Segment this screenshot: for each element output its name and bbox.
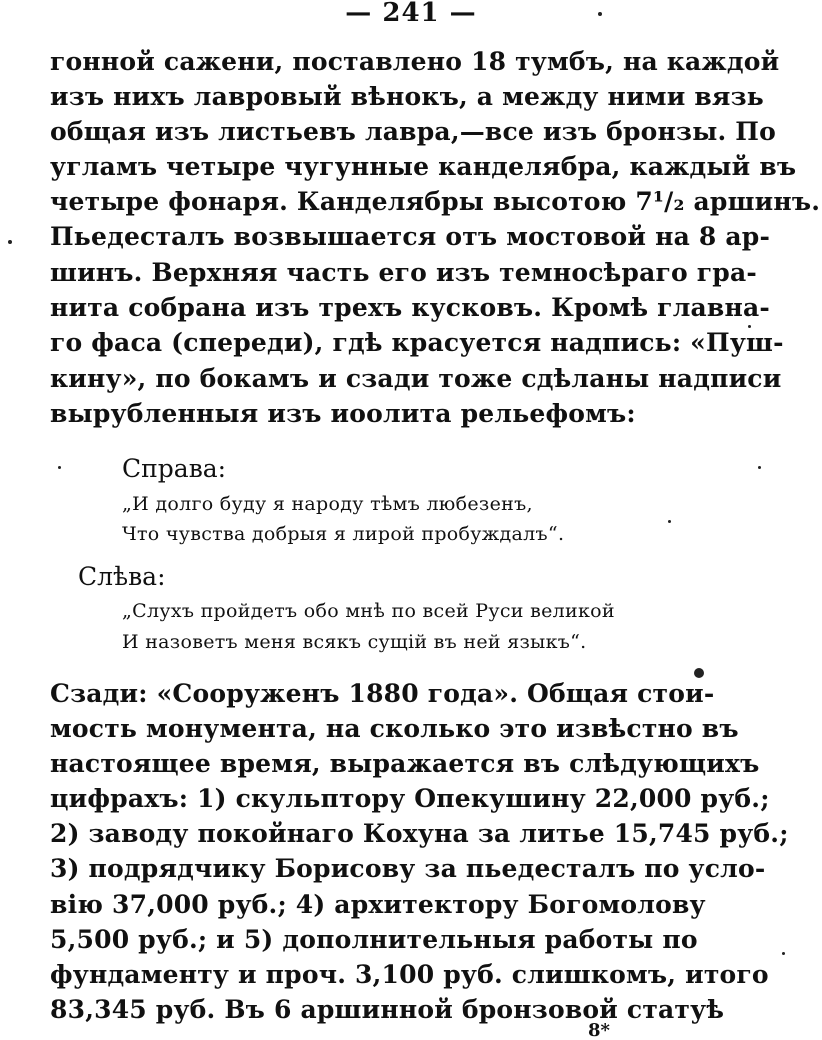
print-speck: [668, 520, 671, 523]
verse-line: „Слухъ пройдетъ обо мнѣ по всей Руси великой: [122, 600, 615, 622]
text-line: изъ нихъ лавровый вѣнокъ, а между ними вязь: [50, 82, 764, 111]
text-line: гонной сажени, поставлено 18 тумбъ, на каждой: [50, 47, 780, 76]
page-number: — 241 —: [345, 0, 477, 22]
text-line: го фаса (спереди), гдѣ красуется надпись: «Пуш-: [50, 328, 784, 357]
print-speck: [58, 466, 61, 469]
verse-line: Что чувства добрыя я лирой пробуждалъ“.: [122, 523, 565, 545]
text-line: 5,500 руб.; и 5) дополнительныя работы по: [50, 925, 698, 954]
text-line: общая изъ листьевъ лавра,—все изъ бронзы. По: [50, 117, 776, 146]
text-line: настоящее время, выражается въ слѣдующихъ: [50, 749, 760, 778]
text-line: кину», по бокамъ и сзади тоже сдѣланы надписи: [50, 364, 782, 393]
text-line: 2) заводу покойнаго Кохуна за литье 15,745 руб.;: [50, 819, 789, 848]
text-line: шинъ. Верхняя часть его изъ темносѣраго гра-: [50, 258, 757, 287]
text-line: Пьедесталъ возвышается отъ мостовой на 8 ар-: [50, 222, 771, 251]
verse-line: „И долго буду я народу тѣмъ любезенъ,: [122, 493, 533, 515]
text-line: Сзади: «Сооруженъ 1880 года». Общая стои-: [50, 679, 715, 708]
text-line: мость монумента, на сколько это извѣстно въ: [50, 714, 739, 743]
text-line: фундаменту и проч. 3,100 руб. слишкомъ, итого: [50, 960, 769, 989]
inscription-label: Справа:: [122, 454, 227, 483]
text-line: четыре фонаря. Канделябры высотою 7¹/₂ аршинъ.: [50, 187, 821, 216]
print-speck: [758, 466, 761, 469]
text-line: 3) подрядчику Борисову за пьедесталъ по усло-: [50, 854, 766, 883]
signature-mark: 8*: [588, 1022, 610, 1040]
print-speck: [8, 240, 12, 244]
print-speck: [598, 12, 602, 16]
text-line: вырубленныя изъ иоолита рельефомъ:: [50, 399, 636, 428]
text-line: вію 37,000 руб.; 4) архитектору Богомолову: [50, 890, 706, 919]
print-speck: [694, 668, 704, 678]
inscription-label: Слѣва:: [78, 562, 166, 591]
text-line: 83,345 руб. Въ 6 аршинной бронзовой статуѣ: [50, 995, 725, 1024]
text-line: цифрахъ: 1) скульптору Опекушину 22,000 руб.;: [50, 784, 770, 813]
print-speck: [782, 952, 785, 955]
text-line: нита собрана изъ трехъ кусковъ. Кромѣ главна-: [50, 293, 770, 322]
print-speck: [748, 325, 751, 328]
text-line: угламъ четыре чугунные канделябра, каждый въ: [50, 152, 797, 181]
verse-line: И назоветъ меня всякъ сущій въ ней языкъ“.: [122, 631, 587, 653]
